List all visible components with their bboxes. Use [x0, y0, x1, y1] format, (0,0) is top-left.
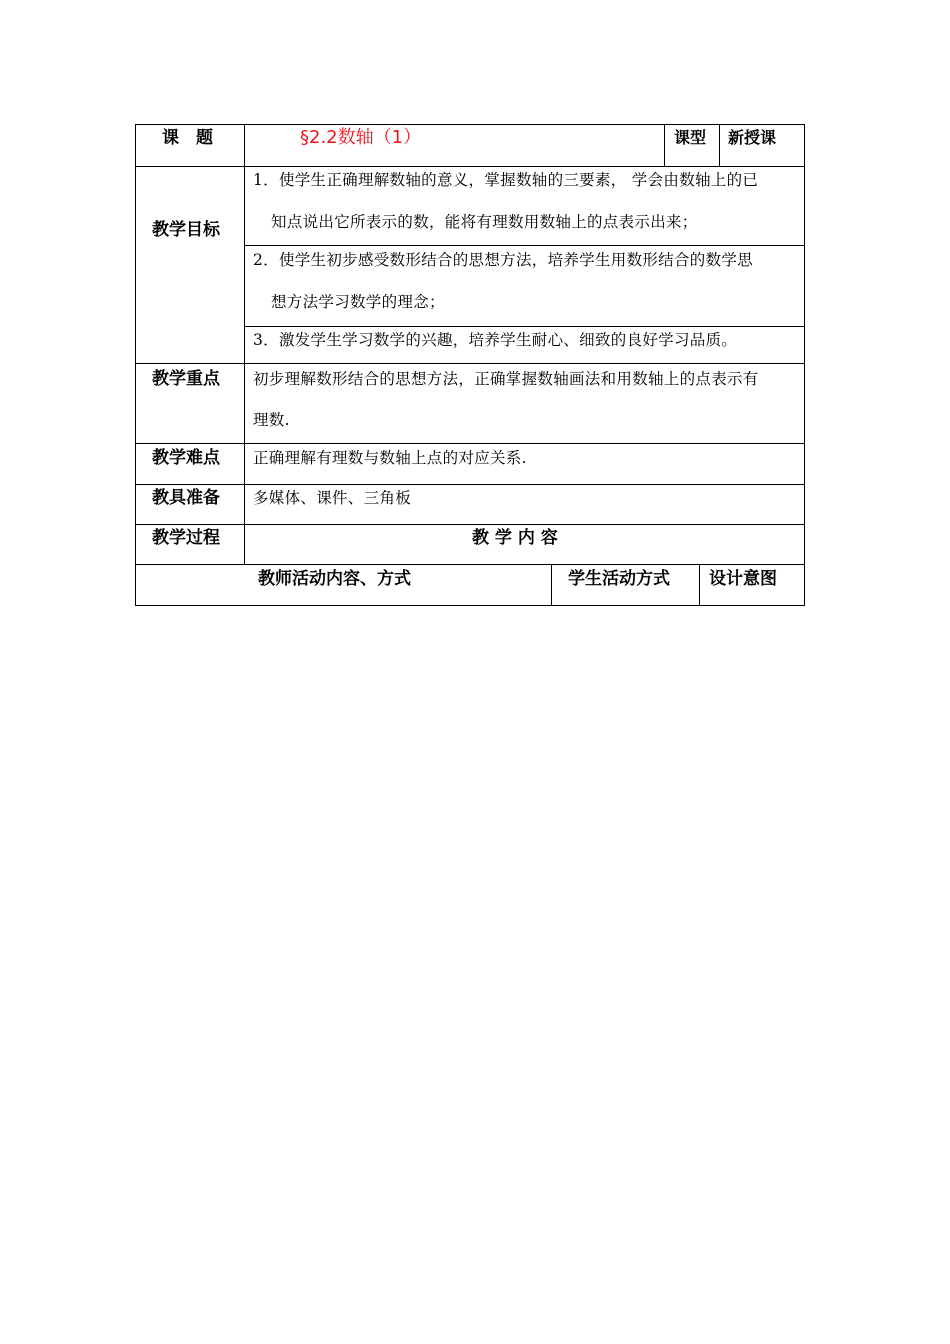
objective-2-line-1: 2．使学生初步感受数形结合的思想方法，培养学生用数形结合的数学思	[253, 251, 753, 269]
content-header: 教 学 内 容	[472, 528, 558, 548]
row-divider	[135, 484, 805, 485]
design-intent-header: 设计意图	[709, 569, 777, 589]
column-divider	[699, 564, 700, 606]
column-divider	[244, 124, 245, 565]
key-points-line-2: 理数.	[253, 411, 290, 429]
table-border-left	[135, 124, 136, 606]
objective-2-line-2: 想方法学习数学的理念；	[271, 293, 445, 311]
student-activity-header: 学生活动方式	[568, 569, 670, 589]
column-divider	[551, 564, 552, 606]
objective-3-line-1: 3．激发学生学习数学的兴趣，培养学生耐心、细致的良好学习品质。	[253, 331, 738, 349]
row-divider	[135, 166, 805, 167]
topic-label: 课 题	[162, 128, 213, 148]
teacher-activity-header: 教师活动内容、方式	[258, 569, 411, 589]
lesson-type-label: 课型	[674, 128, 707, 147]
table-border-right	[804, 124, 805, 606]
difficulties-text: 正确理解有理数与数轴上点的对应关系.	[253, 449, 527, 467]
table-border-bottom	[135, 605, 805, 606]
objective-1-line-1: 1．使学生正确理解数轴的意义，掌握数轴的三要素， 学会由数轴上的已	[253, 171, 759, 189]
materials-label: 教具准备	[152, 488, 220, 508]
lesson-type-value: 新授课	[728, 128, 777, 147]
key-points-label: 教学重点	[152, 369, 220, 389]
table-border-top	[135, 124, 805, 125]
objective-1-line-2: 知点说出它所表示的数，能将有理数用数轴上的点表示出来；	[271, 213, 698, 231]
process-label: 教学过程	[152, 528, 220, 548]
objectives-label: 教学目标	[152, 220, 220, 240]
materials-text: 多媒体、课件、三角板	[253, 489, 412, 507]
row-divider	[135, 443, 805, 444]
row-divider	[245, 326, 805, 327]
topic-title: §2.2数轴（1）	[300, 127, 422, 148]
column-divider	[664, 124, 665, 167]
column-divider	[719, 124, 720, 167]
row-divider	[135, 564, 805, 565]
difficulties-label: 教学难点	[152, 448, 220, 468]
row-divider	[245, 245, 805, 246]
row-divider	[135, 524, 805, 525]
row-divider	[135, 363, 805, 364]
key-points-line-1: 初步理解数形结合的思想方法，正确掌握数轴画法和用数轴上的点表示有	[253, 370, 759, 388]
